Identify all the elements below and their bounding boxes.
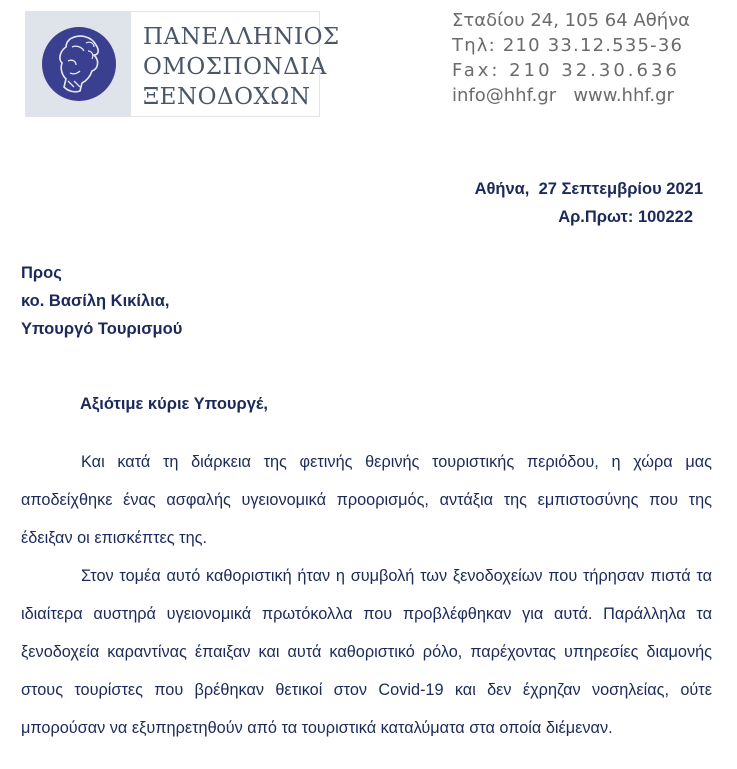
logo-line-3: ΞΕΝΟΔΟΧΩΝ xyxy=(143,84,311,110)
paragraph-1: Και κατά τη διάρκεια της φετινής θερινής τουριστικής περιόδου, η χώρα μας αποδείχθηκε ένας ασφαλής υγειονομικά προορισμός, αντάξια της εμπιστοσύνης που της έδειξαν οι επισκέπτες της. xyxy=(21,453,712,547)
recipient-line-1: Προς xyxy=(21,264,62,282)
paragraph-2: Στον τομέα αυτό καθοριστική ήταν η συμβολή των ξενοδοχείων που τήρησαν πιστά τα ιδιαίτερα αυστηρά υγειονομικά πρωτόκολλα που προβλέφθηκαν για αυτά. Παράλληλα τα ξενοδοχεία καραντίνας έπαιξαν και αυτά καθοριστικό ρόλο, παρέχοντας υπηρεσίες διαμονής στους τουρίστες που βρέθηκαν θετικοί στον Covid-19 και δεν έχρηζαν νοσηλείας, ούτε μπορούσαν να εξυπηρετηθούν από τα τουριστικά καταλύματα στα οποία διέμεναν. xyxy=(21,567,712,737)
recipient-line-2: κο. Βασίλη Κικίλια, xyxy=(21,292,170,310)
greek-coin-medallion-icon xyxy=(40,25,118,103)
salutation: Αξιότιμε κύριε Υπουργέ, xyxy=(80,395,268,413)
date-line: Αθήνα, 27 Σεπτεμβρίου 2021 xyxy=(474,180,703,198)
logo-emblem-panel xyxy=(26,12,131,116)
logo-wordmark xyxy=(143,22,340,112)
reference-number: Αρ.Πρωτ: 100222 xyxy=(558,208,693,226)
letter-body xyxy=(21,443,712,747)
contact-block xyxy=(452,8,690,108)
contact-address: Σταδίου 24, 105 64 Αθήνα xyxy=(452,10,691,31)
organization-logo xyxy=(25,11,340,117)
recipient-line-3: Υπουργό Τουρισμού xyxy=(21,320,183,338)
contact-fax: Fax: 210 32.30.636 xyxy=(452,60,680,81)
logo-line-1: ΠΑΝΕΛΛΗΝΙΟΣ xyxy=(143,24,340,50)
contact-email-web: info@hhf.gr www.hhf.gr xyxy=(452,85,674,106)
date-block xyxy=(475,175,703,231)
contact-phone: Τηλ: 210 33.12.535-36 xyxy=(452,35,684,56)
logo-line-2: ΟΜΟΣΠΟΝΔΙΑ xyxy=(143,54,327,80)
recipient-block xyxy=(21,259,182,343)
